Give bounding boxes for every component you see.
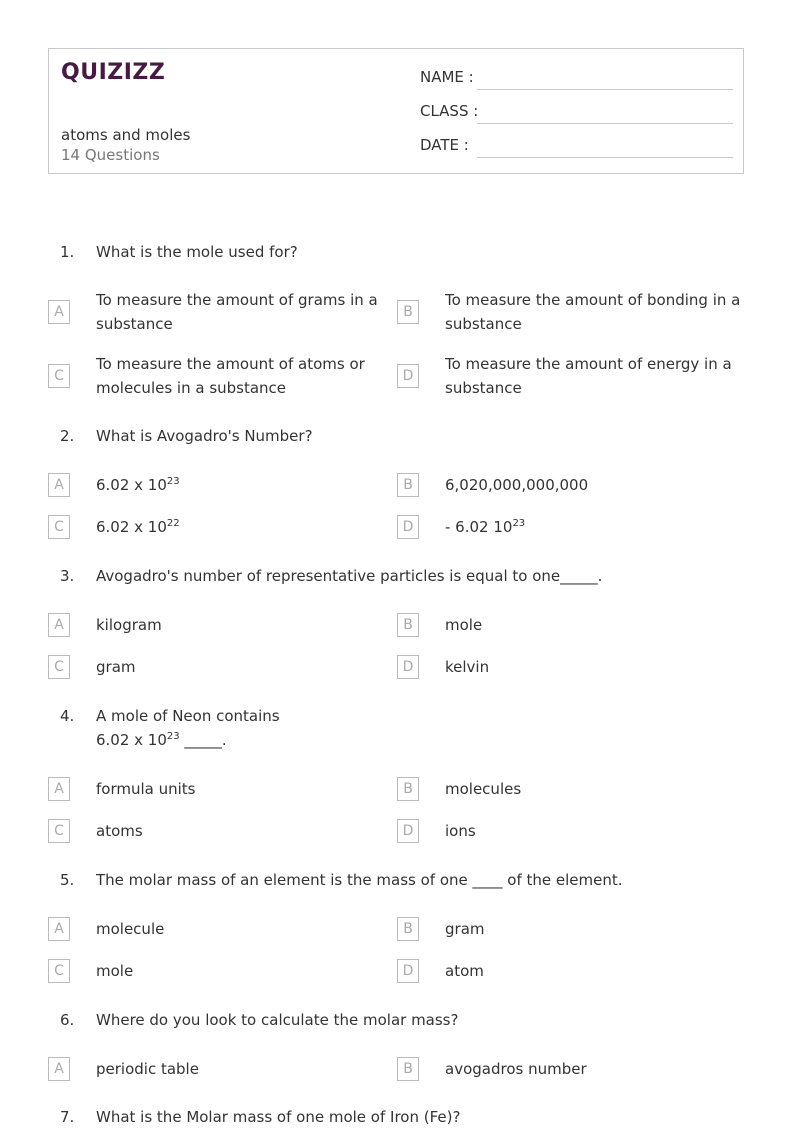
option-letter: A <box>48 917 70 941</box>
name-line <box>477 89 733 90</box>
question-text: The molar mass of an element is the mass of one ____ of the element. <box>96 871 623 889</box>
worksheet-header <box>48 48 744 174</box>
option-letter: C <box>48 364 70 388</box>
option-text: kelvin <box>445 658 490 676</box>
option-text: ions <box>445 822 476 840</box>
question-number: 6. <box>60 1011 75 1029</box>
option-letter: B <box>397 917 419 941</box>
option-text: avogadros number <box>445 1060 587 1078</box>
option-letter: B <box>397 473 419 497</box>
option-letter: B <box>397 300 419 324</box>
option-letter: C <box>48 515 70 539</box>
option-text: atom <box>445 962 484 980</box>
option-text: gram <box>96 658 136 676</box>
question-text: Where do you look to calculate the molar mass? <box>96 1011 459 1029</box>
question-text: Avogadro's number of representative particles is equal to one_____. <box>96 567 603 585</box>
option-text: - 6.02 $10^{23}$ <box>445 518 526 536</box>
option-text: 6,020,000,000,000 <box>445 476 589 494</box>
option-letter: A <box>48 473 70 497</box>
name-label: NAME : <box>420 68 474 86</box>
option-letter: D <box>397 655 419 679</box>
option-letter: A <box>48 1057 70 1081</box>
question-count: 14 Questions <box>61 146 160 164</box>
option-text: 6.02 x $10^{23}$ <box>96 476 180 494</box>
option-text: mole <box>445 616 483 634</box>
option-letter: D <box>397 959 419 983</box>
option-text: periodic table <box>96 1060 199 1078</box>
option-text: formula units <box>96 780 196 798</box>
option-letter: C <box>48 819 70 843</box>
option-text: gram <box>445 920 485 938</box>
option-text: molecules <box>445 780 522 798</box>
option-letter: D <box>397 819 419 843</box>
option-text: mole <box>96 962 134 980</box>
question-text: What is Avogadro's Number? <box>96 427 313 445</box>
question-text: What is the Molar mass of one mole of Iron (Fe)? <box>96 1108 461 1126</box>
option-text: To measure the amount of bonding in a substance <box>445 291 741 333</box>
option-letter: B <box>397 777 419 801</box>
option-text: To measure the amount of atoms or molecules in a substance <box>96 355 365 397</box>
option-letter: A <box>48 300 70 324</box>
question-text: What is the mole used for? <box>96 243 298 261</box>
quizizz-logo: QUIZIZZ <box>61 60 166 85</box>
class-line <box>477 123 733 124</box>
question-number: 2. <box>60 427 75 445</box>
date-label: DATE : <box>420 136 469 154</box>
option-text: kilogram <box>96 616 162 634</box>
option-letter: C <box>48 655 70 679</box>
option-text: 6.02 x $10^{22}$ <box>96 518 180 536</box>
question-number: 4. <box>60 707 75 725</box>
question-number: 7. <box>60 1108 75 1126</box>
class-label: CLASS : <box>420 102 479 120</box>
option-letter: B <box>397 613 419 637</box>
date-line <box>477 157 733 158</box>
question-text-line-2: 6.02 x $10^{23}$ _____. <box>96 731 227 749</box>
question-text: A mole of Neon contains <box>96 707 280 725</box>
option-letter: D <box>397 515 419 539</box>
option-letter: A <box>48 777 70 801</box>
option-letter: D <box>397 364 419 388</box>
option-text: molecule <box>96 920 165 938</box>
question-number: 1. <box>60 243 75 261</box>
option-letter: B <box>397 1057 419 1081</box>
option-letter: C <box>48 959 70 983</box>
option-letter: A <box>48 613 70 637</box>
question-number: 3. <box>60 567 75 585</box>
option-text: atoms <box>96 822 143 840</box>
question-number: 5. <box>60 871 75 889</box>
worksheet-title: atoms and moles <box>61 126 191 144</box>
option-text: To measure the amount of grams in a substance <box>96 291 378 333</box>
option-text: To measure the amount of energy in a substance <box>445 355 732 397</box>
